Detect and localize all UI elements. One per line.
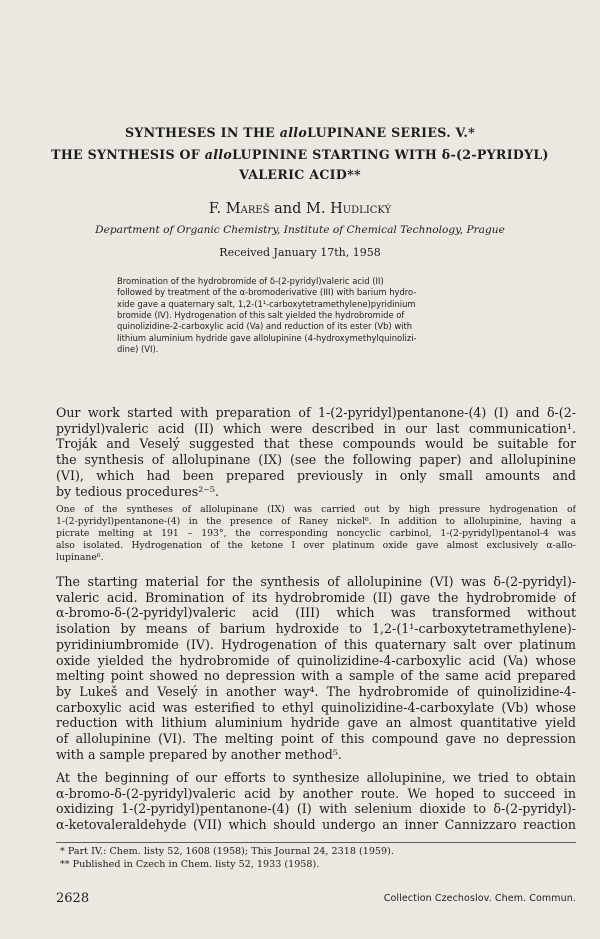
text-line: of allolupinine (VI). The melting point of this compound gave no depression (56, 731, 576, 747)
text-line: α-ketovaleraldehyde (VII) which should undergo an inner Cannizzaro reaction (56, 817, 576, 833)
abstract-line: followed by treatment of the α-bromoderivative (III) with barium hydro- (117, 287, 417, 298)
page-number: 2628 (56, 891, 90, 906)
note-line: also isolated. Hydrogenation of the ketone I over platinum oxide gave almost exclusively α-allo- (56, 540, 576, 552)
received-date: Received January 17th, 1958 (219, 246, 381, 259)
note-line: 1-(2-pyridyl)pentanone-(4) in the presence of Raney nickel⁶. In addition to allolupinine, having a (56, 516, 576, 528)
authors: F. Mareš and M. Hudlický (208, 201, 392, 217)
footnote-rule (56, 842, 576, 843)
text-line: oxidizing 1-(2-pyridyl)pentanone-(4) (I) with selenium dioxide to δ-(2-pyridyl)- (56, 801, 576, 817)
text-line: reduction with lithium aluminium hydride gave an almost quantitative yield (56, 715, 576, 731)
title-line-3: VALERIC ACID** (239, 167, 361, 182)
text-line: Troják and Veselý suggested that these compounds would be suitable for (56, 436, 576, 452)
abstract (117, 276, 489, 355)
text-line: The starting material for the synthesis of allolupinine (VI) was δ-(2-pyridyl)- (56, 574, 576, 589)
abstract-line: bromide (IV). Hydrogenation of this salt yielded the hydrobromide of (117, 310, 405, 321)
department: Department of Organic Chemistry, Institute of Chemical Technology, Prague (95, 224, 505, 236)
text-line: by Lukeš and Veselý in another way⁴. The hydrobromide of quinolizidine-4- (56, 683, 576, 699)
title-line-1: SYNTHESES IN THE alloLUPINANE SERIES. V.* (124, 125, 475, 140)
text-line: pyridyl)valeric acid (II) which were described in our last communication¹. (56, 420, 576, 436)
text-line: carboxylic acid was esterified to ethyl quinolizidine-4-carboxylate (Vb) whose (56, 699, 576, 715)
journal-name: Collection Czechoslov. Chem. Commun. (383, 893, 576, 904)
abstract-line: xide gave a quaternary salt, 1,2-(1¹-carboxytetramethylene)pyridinium (117, 298, 416, 309)
text-line: α-bromo-δ-(2-pyridyl)valeric acid (III) which was transformed without (56, 605, 576, 621)
text-line: At the beginning of our efforts to synthesize allolupinine, we tried to obtain (56, 770, 576, 785)
footnotes (60, 846, 560, 871)
paragraph-2 (56, 574, 576, 762)
text-line: α-bromo-δ-(2-pyridyl)valeric acid by another route. We hoped to succeed in (56, 785, 576, 801)
abstract-line: dine) (VI). (117, 344, 159, 355)
text-line: the synthesis of allolupinane (IX) (see the following paper) and allolupinine (56, 452, 576, 468)
note-line: picrate melting at 191 – 193°, the corresponding noncyclic carbinol, 1-(2-pyridyl)pentanol-4 was (56, 528, 576, 540)
abstract-line: lithium aluminium hydride gave allolupinine (4-hydroxymethylquinolizi- (117, 332, 417, 343)
abstract-line: Bromination of the hydrobromide of δ-(2-pyridyl)valeric acid (II) (117, 276, 384, 286)
text-line: by tedious procedures²⁻⁵. (56, 483, 219, 499)
text-line: pyridiniumbromide (IV). Hydrogenation of this quaternary salt over platinum (56, 636, 576, 652)
text-line: melting point showed no depression with a sample of the same acid prepared (56, 668, 576, 684)
paragraph-1 (56, 405, 576, 499)
text-line: valeric acid. Bromination of its hydrobromide (II) gave the hydrobromide of (56, 589, 576, 605)
title-line-2: THE SYNTHESIS OF alloLUPININE STARTING WITH δ-(2-PYRIDYL) (51, 147, 549, 162)
text-line: oxide yielded the hydrobromide of quinolizidine-4-carboxylic acid (Va) whose (56, 652, 576, 668)
text-line: Our work started with preparation of 1-(2-pyridyl)pentanone-(4) (I) and δ-(2- (56, 405, 576, 420)
paragraph-3 (56, 770, 576, 833)
footnote: ** Published in Czech in Chem. listy 52, 1933 (1958). (60, 858, 320, 870)
note-line: One of the syntheses of allolupinane (IX) was carried out by high pressure hydrogenation of (56, 504, 576, 515)
footnote: * Part IV.: Chem. listy 52, 1608 (1958); This Journal 24, 2318 (1959). (60, 846, 394, 857)
abstract-line: quinolizidine-2-carboxylic acid (Va) and reduction of its ester (Vb) with (117, 321, 413, 332)
note-line: lupinane⁶. (56, 552, 104, 564)
note-paragraph (56, 504, 576, 564)
text-line: with a sample prepared by another method⁵. (56, 746, 342, 762)
text-line: (VI), which had been prepared previously in only small amounts and (56, 467, 576, 483)
text-line: isolation by means of barium hydroxide to 1,2-(1¹-carboxytetramethylene)- (56, 621, 576, 637)
